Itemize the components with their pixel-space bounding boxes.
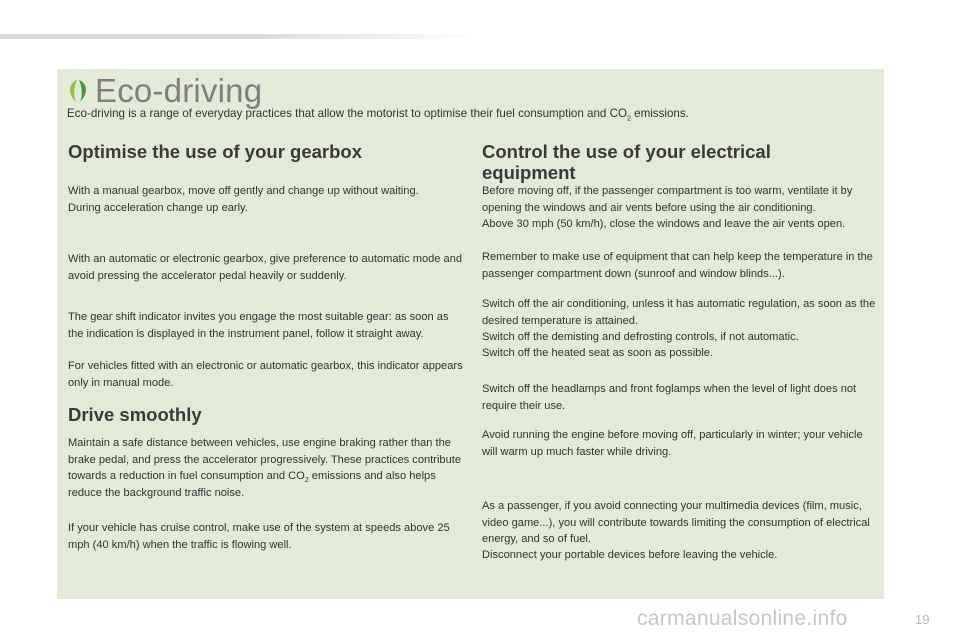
watermark: carmanualsonline.info bbox=[637, 607, 848, 630]
gearbox-para-indicator-mode: For vehicles fitted with an electronic or automatic gearbox, this indicator appears only in manual mode. bbox=[68, 360, 463, 389]
header-rule bbox=[0, 34, 480, 39]
electrical-para-heated-seat: Switch off the heated seat as soon as possible. bbox=[482, 347, 714, 359]
electrical-para-demisting: Switch off the demisting and defrosting controls, if not automatic. bbox=[482, 331, 799, 343]
electrical-para-engine: Avoid running the engine before moving off, particularly in winter; your vehicle will warm up much faster while driving. bbox=[482, 429, 863, 458]
electrical-para-disconnect: Disconnect your portable devices before leaving the vehicle. bbox=[482, 549, 778, 561]
gearbox-heading: Optimise the use of your gearbox bbox=[68, 141, 363, 162]
eco-leaf-icon bbox=[67, 79, 89, 103]
gearbox-para-indicator: The gear shift indicator invites you engage the most suitable gear: as soon as the indication is displayed in the instrument panel, follow it straight away. bbox=[68, 311, 449, 340]
gearbox-para-automatic: With an automatic or electronic gearbox, give preference to automatic mode and avoid pressing the accelerator pedal heavily or suddenly. bbox=[68, 253, 463, 282]
electrical-para-temperature: Remember to make use of equipment that can help keep the temperature in the passenger compartment down (sunroof and window blinds...). bbox=[482, 251, 873, 280]
electrical-para-multimedia: As a passenger, if you avoid connecting your multimedia devices (film, music, video game...), you will contribute towards limiting the consumption of electrical energy, and so of fuel. bbox=[482, 500, 870, 546]
electrical-heading: Control the use of your electrical equipment bbox=[482, 141, 771, 183]
intro-text: Eco-driving is a range of everyday practices that allow the motorist to optimise their fuel consumption and $CO_2$ emissions. bbox=[67, 107, 689, 123]
page-number: 19 bbox=[915, 612, 930, 627]
electrical-para-windows: Above 30 mph (50 km/h), close the windows and leave the air vents open. bbox=[482, 218, 846, 230]
electrical-para-aircon: Switch off the air conditioning, unless it has automatic regulation, as soon as the desired temperature is attained. bbox=[482, 298, 876, 327]
drive-para-distance: Maintain a safe distance between vehicles, use engine braking rather than the brake pedal, and press the accelerator progressively. These practices contribute towards a reduction in fuel consumption and $CO_2$ emissions and also helps reduce the background traffic noise. bbox=[68, 437, 462, 499]
page-title: Eco-driving bbox=[95, 72, 263, 109]
electrical-para-headlamps: Switch off the headlamps and front foglamps when the level of light does not require their use. bbox=[482, 383, 857, 412]
drive-para-cruise: If your vehicle has cruise control, make use of the system at speeds above 25 mph (40 km/h) when the traffic is flowing well. bbox=[68, 522, 450, 551]
gearbox-para-manual: With a manual gearbox, move off gently and change up without waiting. During acceleration change up early. bbox=[68, 185, 419, 214]
electrical-para-ventilate: Before moving off, if the passenger compartment is too warm, ventilate it by opening the windows and air vents before using the air conditioning. bbox=[482, 185, 853, 214]
drive-heading: Drive smoothly bbox=[68, 404, 202, 425]
